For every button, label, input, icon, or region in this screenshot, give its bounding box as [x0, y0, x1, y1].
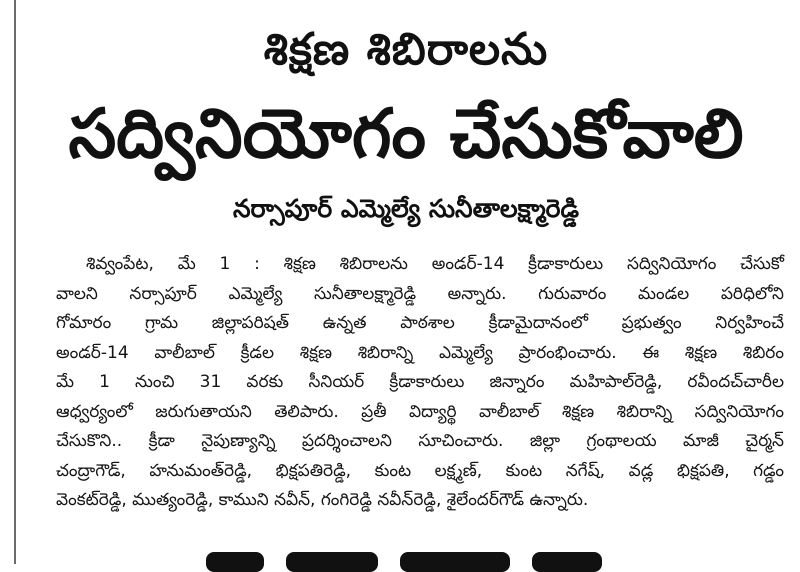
cutoff-glyph	[400, 552, 510, 572]
body-line: శివ్వంపేట, మే 1 : శిక్షణ శిబిరాలను అండర్-14 క్రీడాకారులు సద్వినియోగం చేసుకో	[86, 254, 784, 274]
next-headline-cutoff	[206, 552, 646, 572]
cutoff-glyph	[206, 552, 264, 572]
body-line: అండర్-14 వాలీబాల్ క్రీడల శిక్షణ శిబిరాన్ని ఎమ్మెల్యే ప్రారంభించారు. ఈ శిక్షణ శిబిరం	[56, 342, 784, 363]
body-line: ఆధ్వర్యంలో జరుగుతాయని తెలిపారు. ప్రతీ విద్యార్థి వాలీబాల్ శిక్షణ శిబిరాన్ని సద్వినియోగం	[56, 401, 784, 422]
body-line: గోమారం గ్రామ జిల్లాపరిషత్ ఉన్నత పాఠశాల క్రీడామైదానంలో ప్రభుత్వం నిర్వహించే	[56, 313, 784, 333]
headline-main: సద్వినియోగం చేసుకోవాలి	[68, 95, 744, 174]
body-line: వాలని నర్సాపూర్ ఎమ్మెల్యే సునీతాలక్ష్మారెడ్డి అన్నారు. గురువారం మండల పరిధిలోని	[56, 283, 784, 304]
column-divider-rule	[14, 0, 16, 564]
article-body	[56, 250, 784, 516]
body-line: వెంకట్‌రెడ్డి, ముత్యంరెడ్డి, కాముని నవీన్, గంగిరెడ్డి నవీన్‌రెడ్డి, శైలేందర్‌గౌడ్ ఉన్నారు.	[56, 490, 589, 510]
headline-subhead: నర్సాపూర్ ఎమ్మెల్యే సునీతాలక్ష్మారెడ్డి	[232, 194, 579, 223]
news-article	[26, 0, 786, 564]
cutoff-glyph	[532, 552, 602, 572]
body-line: చంద్రాగౌడ్, హనుమంత్‌రెడ్డి, భిక్షపతిరెడ్డి, కుంట లక్ష్మణ్, కుంట నగేష్, వడ్ల భిక్షపతి, గడ్డం	[56, 460, 784, 481]
body-line: చేసుకొని.. క్రీడా నైపుణ్యాన్ని ప్రదర్శించాలని సూచించారు. జిల్లా గ్రంథాలయ మాజీ చైర్మన్	[56, 431, 784, 451]
body-line: మే 1 నుంచి 31 వరకు సీనియర్ క్రీడాకారులు జిన్నారం మహిపాల్‌రెడ్డి, రవీందచ్‌చారీల	[56, 372, 784, 392]
headline-kicker: శిక్షణ శిబిరాలను	[263, 24, 549, 75]
cutoff-glyph	[286, 552, 378, 572]
